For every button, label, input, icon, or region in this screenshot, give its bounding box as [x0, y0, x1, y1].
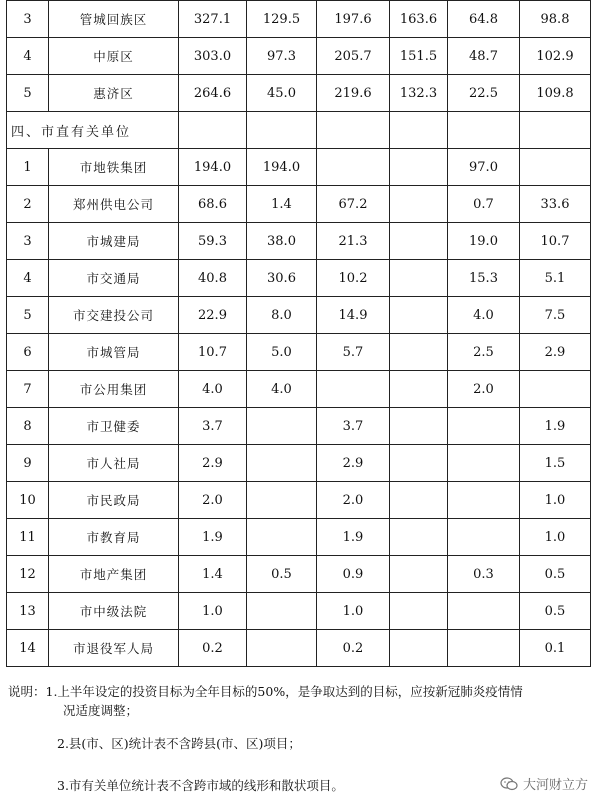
table-row	[7, 1, 591, 38]
value-cell: 22.9	[179, 297, 247, 334]
row-index-cell: 12	[7, 556, 49, 593]
value-cell: 327.1	[179, 1, 247, 38]
value-cell: 2.9	[317, 445, 390, 482]
value-cell: 21.3	[317, 223, 390, 260]
value-cell: 0.5	[247, 556, 317, 593]
value-cell: 97.3	[247, 38, 317, 75]
row-index-cell: 13	[7, 593, 49, 630]
value-cell: 8.0	[247, 297, 317, 334]
table-row	[7, 297, 591, 334]
value-cell: 30.6	[247, 260, 317, 297]
value-cell: 19.0	[448, 223, 520, 260]
value-cell: 98.8	[520, 1, 591, 38]
value-cell: 0.9	[317, 556, 390, 593]
value-cell: 151.5	[390, 38, 448, 75]
value-cell: 5.0	[247, 334, 317, 371]
table-body	[7, 1, 591, 667]
value-cell	[390, 445, 448, 482]
unit-name-cell: 市人社局	[49, 445, 179, 482]
value-cell: 163.6	[390, 1, 448, 38]
value-cell: 1.9	[179, 519, 247, 556]
table-row	[7, 334, 591, 371]
value-cell: 194.0	[179, 149, 247, 186]
value-cell: 264.6	[179, 75, 247, 112]
value-cell: 40.8	[179, 260, 247, 297]
unit-name-cell: 市中级法院	[49, 593, 179, 630]
value-cell	[390, 408, 448, 445]
value-cell: 132.3	[390, 75, 448, 112]
table-row	[7, 186, 591, 223]
value-cell: 102.9	[520, 38, 591, 75]
table-row	[7, 593, 591, 630]
value-cell: 5.7	[317, 334, 390, 371]
value-cell: 0.2	[317, 630, 390, 667]
row-index-cell: 3	[7, 1, 49, 38]
value-cell	[317, 149, 390, 186]
value-cell: 0.2	[179, 630, 247, 667]
value-cell	[448, 630, 520, 667]
value-cell: 1.0	[179, 593, 247, 630]
value-cell: 45.0	[247, 75, 317, 112]
row-index-cell: 8	[7, 408, 49, 445]
value-cell: 2.0	[317, 482, 390, 519]
value-cell: 68.6	[179, 186, 247, 223]
value-cell: 303.0	[179, 38, 247, 75]
empty-cell	[390, 112, 448, 149]
unit-name-cell: 市退役军人局	[49, 630, 179, 667]
value-cell: 97.0	[448, 149, 520, 186]
table-row	[7, 149, 591, 186]
value-cell	[390, 334, 448, 371]
value-cell: 33.6	[520, 186, 591, 223]
row-index-cell: 11	[7, 519, 49, 556]
value-cell	[390, 186, 448, 223]
value-cell: 1.0	[520, 519, 591, 556]
empty-cell	[317, 112, 390, 149]
value-cell	[317, 371, 390, 408]
row-index-cell: 1	[7, 149, 49, 186]
value-cell: 194.0	[247, 149, 317, 186]
value-cell	[390, 593, 448, 630]
value-cell: 7.5	[520, 297, 591, 334]
row-index-cell: 6	[7, 334, 49, 371]
unit-name-cell: 市公用集团	[49, 371, 179, 408]
value-cell: 1.0	[317, 593, 390, 630]
empty-cell	[448, 112, 520, 149]
row-index-cell: 2	[7, 186, 49, 223]
table-row	[7, 556, 591, 593]
value-cell: 10.2	[317, 260, 390, 297]
value-cell	[390, 260, 448, 297]
value-cell	[247, 408, 317, 445]
value-cell	[247, 630, 317, 667]
unit-name-cell: 中原区	[49, 38, 179, 75]
value-cell	[390, 556, 448, 593]
value-cell: 64.8	[448, 1, 520, 38]
unit-name-cell: 市民政局	[49, 482, 179, 519]
row-index-cell: 14	[7, 630, 49, 667]
note-line-2: 况适度调整；	[63, 703, 139, 718]
value-cell	[520, 149, 591, 186]
unit-name-cell: 市城建局	[49, 223, 179, 260]
unit-name-cell: 市城管局	[49, 334, 179, 371]
row-index-cell: 5	[7, 297, 49, 334]
table-row	[7, 38, 591, 75]
value-cell: 129.5	[247, 1, 317, 38]
value-cell	[390, 519, 448, 556]
value-cell: 1.5	[520, 445, 591, 482]
row-index-cell: 4	[7, 260, 49, 297]
table-row	[7, 223, 591, 260]
value-cell	[448, 593, 520, 630]
row-index-cell: 7	[7, 371, 49, 408]
value-cell: 2.5	[448, 334, 520, 371]
value-cell: 1.0	[520, 482, 591, 519]
value-cell: 2.0	[179, 482, 247, 519]
value-cell: 4.0	[179, 371, 247, 408]
row-index-cell: 9	[7, 445, 49, 482]
value-cell	[448, 408, 520, 445]
value-cell	[390, 482, 448, 519]
value-cell: 14.9	[317, 297, 390, 334]
value-cell: 3.7	[179, 408, 247, 445]
value-cell: 0.3	[448, 556, 520, 593]
watermark-text: 大河财立方	[522, 778, 588, 793]
note-line-1: 说明：1.上半年设定的投资目标为全年目标的50%，是争取达到的目标，应按新冠肺炎疫情情	[8, 684, 523, 699]
table-row	[7, 482, 591, 519]
section-title: 四、市直有关单位	[7, 112, 179, 149]
unit-name-cell: 市地产集团	[49, 556, 179, 593]
empty-cell	[179, 112, 247, 149]
value-cell: 1.4	[179, 556, 247, 593]
note-line-3: 2.县(市、区)统计表不含跨县(市、区)项目；	[57, 736, 301, 751]
unit-name-cell: 市交建投公司	[49, 297, 179, 334]
value-cell: 109.8	[520, 75, 591, 112]
value-cell: 10.7	[520, 223, 591, 260]
value-cell: 1.9	[317, 519, 390, 556]
value-cell	[247, 593, 317, 630]
value-cell: 197.6	[317, 1, 390, 38]
value-cell: 0.1	[520, 630, 591, 667]
value-cell: 22.5	[448, 75, 520, 112]
row-index-cell: 4	[7, 38, 49, 75]
value-cell	[390, 223, 448, 260]
table-row	[7, 260, 591, 297]
row-index-cell: 10	[7, 482, 49, 519]
value-cell: 59.3	[179, 223, 247, 260]
value-cell: 48.7	[448, 38, 520, 75]
investment-table	[6, 0, 591, 667]
unit-name-cell: 市教育局	[49, 519, 179, 556]
value-cell	[390, 149, 448, 186]
value-cell: 2.9	[520, 334, 591, 371]
section-row	[7, 112, 591, 149]
table-row	[7, 519, 591, 556]
value-cell	[247, 482, 317, 519]
value-cell: 3.7	[317, 408, 390, 445]
empty-cell	[520, 112, 591, 149]
value-cell	[448, 519, 520, 556]
value-cell: 205.7	[317, 38, 390, 75]
value-cell	[520, 371, 591, 408]
value-cell: 5.1	[520, 260, 591, 297]
value-cell	[247, 445, 317, 482]
value-cell	[448, 445, 520, 482]
value-cell: 2.9	[179, 445, 247, 482]
table-row	[7, 408, 591, 445]
value-cell: 0.5	[520, 593, 591, 630]
value-cell: 10.7	[179, 334, 247, 371]
value-cell: 0.7	[448, 186, 520, 223]
value-cell: 219.6	[317, 75, 390, 112]
table-row	[7, 371, 591, 408]
table-row	[7, 75, 591, 112]
unit-name-cell: 市交通局	[49, 260, 179, 297]
value-cell: 1.4	[247, 186, 317, 223]
value-cell	[448, 482, 520, 519]
note-line-4: 3.市有关单位统计表不含跨市域的线形和散状项目。	[57, 778, 344, 793]
table-row	[7, 445, 591, 482]
value-cell	[390, 630, 448, 667]
value-cell: 15.3	[448, 260, 520, 297]
unit-name-cell: 管城回族区	[49, 1, 179, 38]
value-cell	[390, 297, 448, 334]
watermark	[500, 774, 588, 793]
unit-name-cell: 郑州供电公司	[49, 186, 179, 223]
value-cell	[390, 371, 448, 408]
row-index-cell: 5	[7, 75, 49, 112]
value-cell: 0.5	[520, 556, 591, 593]
value-cell: 38.0	[247, 223, 317, 260]
value-cell: 2.0	[448, 371, 520, 408]
value-cell: 4.0	[247, 371, 317, 408]
value-cell	[247, 519, 317, 556]
row-index-cell: 3	[7, 223, 49, 260]
empty-cell	[247, 112, 317, 149]
value-cell: 4.0	[448, 297, 520, 334]
unit-name-cell: 市地铁集团	[49, 149, 179, 186]
unit-name-cell: 惠济区	[49, 75, 179, 112]
value-cell: 1.9	[520, 408, 591, 445]
wechat-icon	[500, 777, 518, 791]
value-cell: 67.2	[317, 186, 390, 223]
table-row	[7, 630, 591, 667]
unit-name-cell: 市卫健委	[49, 408, 179, 445]
